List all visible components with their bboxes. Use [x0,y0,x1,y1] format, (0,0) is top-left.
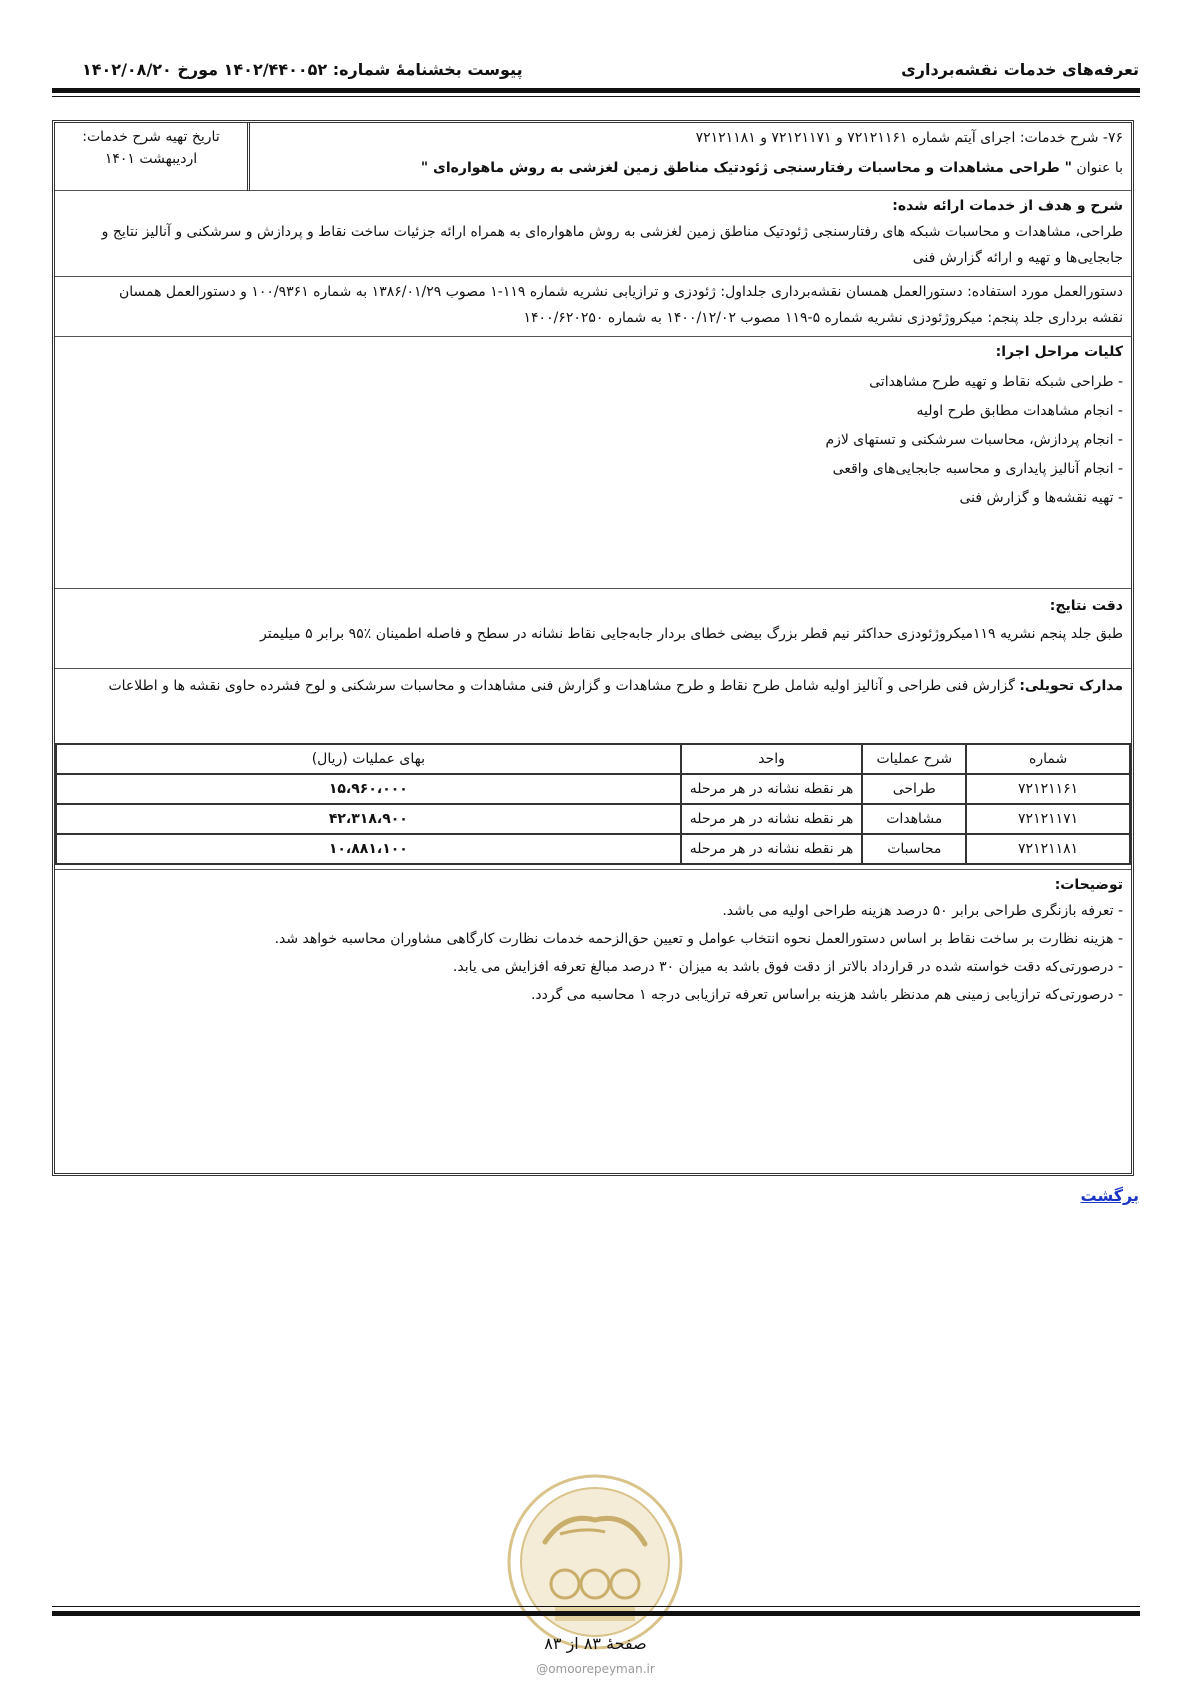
site-handle: @omoorepeyman.ir [536,1662,655,1676]
accuracy-section [55,589,1131,669]
operation-name: طراحی [862,774,966,804]
note-item: - درصورتی‌که ترازیابی زمینی هم مدنظر باشد هزینه براساس تعرفه ترازیابی درجه ۱ محاسبه می گردد. [530,987,1123,1003]
execution-steps-section [55,337,1131,589]
deliverables-text: گزارش فنی طراحی و آنالیز اولیه شامل طرح نقاط و طرح مشاهدات و گزارش فنی مشاهدات و محاسبات سرشکنی و لوح فشرده حاوی نقشه ها و اطلاعات [108,678,1015,694]
note-item: - هزینه نظارت بر ساخت نقاط بر اساس دستورالعمل نحوه انتخاب عوامل و تعیین حق‌الزحمه خدمات نظارت کارگاهی مشاوران محاسبه خواهد شد. [274,931,1123,947]
page-number: صفحهٔ ۸۳ از ۸۳ [544,1634,647,1653]
preparation-date-cell [55,123,250,191]
operation-price: ۱۵،۹۶۰،۰۰۰ [56,774,681,804]
step-item: - انجام پردازش، محاسبات سرشکنی و تستهای لازم [825,432,1123,448]
unit: هر نقطه نشانه در هر مرحله [681,804,863,834]
table-row [56,774,1130,804]
item-number: ۷۲۱۲۱۱۷۱ [966,804,1130,834]
item-number: ۷۲۱۲۱۱۸۱ [966,834,1130,864]
step-item: - تهیه نقشه‌ها و گزارش فنی [959,490,1123,506]
unit: هر نقطه نشانه در هر مرحله [681,774,863,804]
notes-section [55,869,1131,1173]
operation-name: محاسبات [862,834,966,864]
standards-line1: دستورالعمل مورد استفاده: دستورالعمل همسان نقشه‌برداری جلداول: ژئودزی و ترازیابی نشریه شماره ۱۱۹-۱ مصوب ۱۳۸۶/۰۱/۲۹ به شماره ۱۰۰/۹۳۶۱ و دستورالعمل همسان [118,284,1123,300]
accuracy-text: طبق جلد پنجم نشریه ۱۱۹میکروژئودزی حداکثر نیم قطر بزرگ بیضی خطای بردار جابه‌جایی نقاط نشانه در سطح و فاصله اطمینان ٪۹۵ برابر ۵ میلیمتر [260,626,1123,642]
unit: هر نقطه نشانه در هر مرحله [681,834,863,864]
objective-text-line1: طراحی، مشاهدات و محاسبات شبکه های رفتارسنجی ژئودتیک مناطق زمین لغزشی به روش ماهواره‌ای به همراه ارائه جزئیات ساخت نقاط و پردازش و سرشکنی و آنالیز نتایج و [101,224,1123,240]
footer-rule [52,1611,1140,1616]
service-title-text: " طراحی مشاهدات و محاسبات رفتارسنجی ژئودتیک مناطق زمین لغزشی به روش ماهواره‌ای " [420,160,1072,176]
notes-heading: توضیحات: [1054,877,1123,893]
service-description: ۷۶- شرح خدمات: اجرای آیتم شماره ۷۲۱۲۱۱۶۱ و ۷۲۱۲۱۱۷۱ و ۷۲۱۲۱۱۸۱ [695,130,1123,146]
circular-reference: پیوست بخشنامهٔ شماره: ۱۴۰۲/۴۴۰۰۵۲ مورخ ۱۴۰۲/۰۸/۲۰ [82,60,523,79]
table-row [56,834,1130,864]
column-header-operation: شرح عملیات [862,744,966,774]
standards-section [55,277,1131,337]
service-title: با عنوان " طراحی مشاهدات و محاسبات رفتارسنجی ژئودتیک مناطق زمین لغزشی به روش ماهواره‌ای " [420,160,1123,176]
preparation-date-label: تاریخ تهیه شرح خدمات: [82,129,220,145]
operation-price: ۴۲،۳۱۸،۹۰۰ [56,804,681,834]
back-link[interactable]: برگشت [1080,1186,1139,1205]
header-rule-thin [52,96,1140,97]
item-number: ۷۲۱۲۱۱۶۱ [966,774,1130,804]
preparation-date-value: اردیبهشت ۱۴۰۱ [104,151,198,167]
service-sheet [52,120,1134,1176]
accuracy-heading: دقت نتایج: [1049,598,1123,614]
note-item: - درصورتی‌که دقت خواسته شده در قرارداد بالاتر از دقت فوق باشد به میزان ۳۰ درصد مبالغ تعرفه افزایش می یابد. [452,959,1123,975]
column-header-price: بهای عملیات (ریال) [56,744,681,774]
operation-name: مشاهدات [862,804,966,834]
steps-heading: کلیات مراحل اجرا: [995,344,1123,360]
table-row [56,804,1130,834]
fee-table-header-row [56,744,1130,774]
fee-table [55,743,1131,865]
step-item: - انجام آنالیز پایداری و محاسبه جابجایی‌های واقعی [832,461,1123,477]
note-item: - تعرفه بازنگری طراحی برابر ۵۰ درصد هزینه طراحی اولیه می باشد. [722,903,1123,919]
deliverables-line [108,677,1123,697]
deliverables-section [55,669,1131,743]
step-item: - انجام مشاهدات مطابق طرح اولیه [916,403,1123,419]
column-header-number: شماره [966,744,1130,774]
step-item: - طراحی شبکه نقاط و تهیه طرح مشاهداتی [869,374,1123,390]
objective-text-line2: جابجایی‌ها و تهیه و ارائه گزارش فنی [912,250,1123,266]
column-header-unit: واحد [681,744,863,774]
service-title-section [55,123,1131,191]
operation-price: ۱۰،۸۸۱،۱۰۰ [56,834,681,864]
deliverables-heading: مدارک تحویلی: [1019,678,1123,694]
objective-section [55,191,1131,277]
header-rule [52,88,1140,93]
standards-line2: نقشه برداری جلد پنجم: میکروژئودزی نشریه شماره ۵-۱۱۹ مصوب ۱۴۰۰/۱۲/۰۲ به شماره ۱۴۰۰/۶۲۰۲۵۰ [523,310,1123,326]
publisher-seal-logo [505,1472,685,1652]
document-title: تعرفه‌های خدمات نقشه‌برداری [901,60,1139,79]
objective-heading: شرح و هدف از خدمات ارائه شده: [892,198,1123,214]
footer-rule-thin [52,1606,1140,1607]
